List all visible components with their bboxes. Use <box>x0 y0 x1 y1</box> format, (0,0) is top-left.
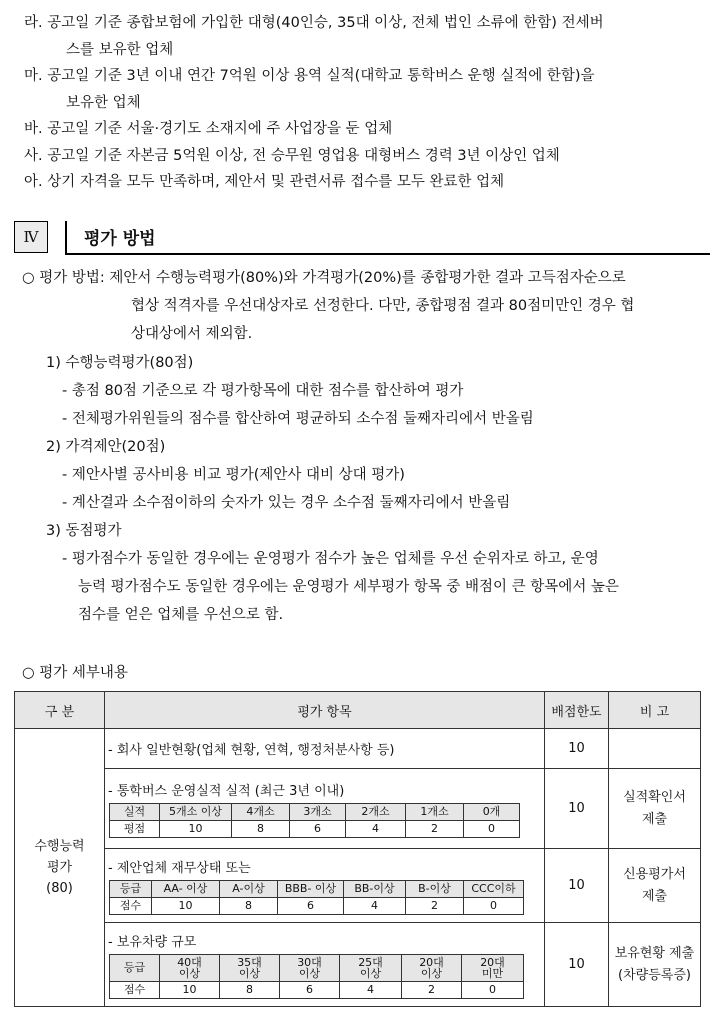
item-bullet: - 평가점수가 동일한 경우에는 운영평가 점수가 높은 업체를 우선 순위자로 하고, 운영 <box>62 551 599 567</box>
sub-cell: 6 <box>290 820 346 837</box>
sub-row <box>110 981 524 998</box>
item-heading: 2) 가격제안(20점) <box>46 439 166 455</box>
sub-cell: 6 <box>280 981 340 998</box>
note-cell <box>609 923 701 1007</box>
detail-heading: ○ 평가 세부내용 <box>22 665 128 681</box>
item-bullet: - 전체평가위원들의 점수를 합산하여 평균하되 소수점 둘째자리에서 반올림 <box>62 411 534 427</box>
sub-table <box>109 803 520 838</box>
note-cell <box>609 729 701 769</box>
section-title: 평가 방법 <box>84 229 156 249</box>
item-bullet: - 제안사별 공사비용 비교 평가(제안사 대비 상대 평가) <box>62 467 405 483</box>
sub-cell: 8 <box>232 820 290 837</box>
table-row <box>15 769 701 849</box>
elig-marker: 아. <box>24 174 43 190</box>
elig-a <box>24 170 504 191</box>
item-heading: 1) 수행능력평가(80점) <box>46 355 194 371</box>
elig-ma <box>24 64 595 85</box>
item-title: - 보유차량 규모 <box>108 934 197 950</box>
method-line-1 <box>22 266 626 287</box>
item-heading: 3) 동점평가 <box>46 523 122 539</box>
sub-cell: 8 <box>220 897 278 914</box>
sub-cell: 0개 <box>464 803 520 820</box>
category-line: 평가 <box>46 860 73 875</box>
elig-marker: 바. <box>24 121 43 137</box>
sub-cell: BBB- 이상 <box>278 880 344 897</box>
sub-cell: 25대 이상 <box>340 954 402 981</box>
item-title: - 제안업체 재무상태 또는 <box>108 860 251 876</box>
sub-cell: 3개소 <box>290 803 346 820</box>
section-divider <box>65 221 67 253</box>
item-cell <box>105 849 545 923</box>
item-bullet-cont: 능력 평가점수도 동일한 경우에는 운영평가 세부평가 항목 중 배점이 큰 항목에서 높은 <box>78 579 619 595</box>
sub-row <box>110 820 520 837</box>
elig-ba <box>24 117 392 138</box>
sub-cell: 실적 <box>110 803 160 820</box>
sub-table <box>109 880 524 915</box>
sub-cell: 40대 이상 <box>160 954 220 981</box>
item-cell <box>105 729 545 769</box>
score-cell: 10 <box>545 849 609 923</box>
category-cell <box>15 729 105 1007</box>
sub-header-row <box>110 803 520 820</box>
sub-cell: CCC이하 <box>464 880 524 897</box>
evaluation-table <box>14 691 701 1007</box>
elig-marker: 라. <box>24 15 43 31</box>
score-cell: 10 <box>545 923 609 1007</box>
elig-text: 공고일 기준 3년 이내 연간 7억원 이상 용역 실적(대학교 통학버스 운행 실적에 한함)을 <box>47 68 595 84</box>
sub-cell: 1개소 <box>406 803 464 820</box>
item-bullet-cont: 점수를 얻은 업체를 우선으로 함. <box>78 607 284 623</box>
sub-cell: 30대 이상 <box>280 954 340 981</box>
method-label: 평가 방법: <box>39 270 105 286</box>
sub-cell: 4개소 <box>232 803 290 820</box>
note-line: 제출 <box>641 811 668 827</box>
sub-cell: A-이상 <box>220 880 278 897</box>
note-cell <box>609 769 701 849</box>
elig-text: 상기 자격을 모두 만족하며, 제안서 및 관련서류 접수를 모두 완료한 업체 <box>47 174 505 190</box>
sub-row <box>110 897 524 914</box>
sub-cell: 점수 <box>110 981 160 998</box>
sub-cell: 4 <box>344 897 406 914</box>
sub-cell: BB-이상 <box>344 880 406 897</box>
item-title: - 통학버스 운영실적 실적 (최근 3년 이내) <box>108 783 345 799</box>
sub-cell: 등급 <box>110 954 160 981</box>
section-underline <box>65 253 710 255</box>
section-header <box>14 221 710 257</box>
score-cell: 10 <box>545 769 609 849</box>
sub-header-row <box>110 880 524 897</box>
table-row <box>15 849 701 923</box>
sub-cell: 2 <box>406 897 464 914</box>
sub-cell: 10 <box>160 981 220 998</box>
header-item: 평가 항목 <box>105 692 545 729</box>
header-category: 구 분 <box>15 692 105 729</box>
category-line: 수행능력 <box>34 839 85 854</box>
sub-cell: 8 <box>220 981 280 998</box>
sub-cell: 평점 <box>110 820 160 837</box>
elig-marker: 마. <box>24 68 43 84</box>
elig-la <box>24 11 604 32</box>
sub-cell: 0 <box>464 897 524 914</box>
sub-cell: 2 <box>406 820 464 837</box>
note-line: 제출 <box>641 888 668 904</box>
method-line-3: 상대상에서 제외함. <box>131 326 253 342</box>
sub-cell: 35대 이상 <box>220 954 280 981</box>
sub-cell: 등급 <box>110 880 152 897</box>
item-cell <box>105 769 545 849</box>
table-header-row <box>15 692 701 729</box>
sub-table <box>109 954 524 999</box>
header-note: 비 고 <box>609 692 701 729</box>
sub-header-row <box>110 954 524 981</box>
sub-cell: 20대 이상 <box>402 954 462 981</box>
sub-cell: 6 <box>278 897 344 914</box>
table-row <box>15 729 701 769</box>
item-cell <box>105 923 545 1007</box>
sub-cell: 20대 미만 <box>462 954 524 981</box>
sub-cell: 0 <box>462 981 524 998</box>
sub-cell: 4 <box>346 820 406 837</box>
sub-cell: AA- 이상 <box>152 880 220 897</box>
sub-cell: B-이상 <box>406 880 464 897</box>
sub-cell: 0 <box>464 820 520 837</box>
sub-cell: 2개소 <box>346 803 406 820</box>
note-line: (차량등록증) <box>618 967 691 983</box>
elig-ma-cont: 보유한 업체 <box>66 95 141 111</box>
elig-text: 공고일 기준 자본금 5억원 이상, 전 승무원 영업용 대형버스 경력 3년 이상인 업체 <box>47 148 560 164</box>
sub-cell: 2 <box>402 981 462 998</box>
note-line: 신용평가서 <box>623 866 686 882</box>
section-number: Ⅳ <box>14 221 48 253</box>
elig-marker: 사. <box>24 148 43 164</box>
elig-la-cont: 스를 보유한 업체 <box>66 42 174 58</box>
bullet-circle: ○ <box>22 270 35 286</box>
method-text: 제안서 수행능력평가(80%)와 가격평가(20%)를 종합평가한 결과 고득점자순으로 <box>109 270 626 286</box>
note-line: 실적확인서 <box>623 789 686 805</box>
sub-cell: 10 <box>152 897 220 914</box>
elig-text: 공고일 기준 서울·경기도 소재지에 주 사업장을 둔 업체 <box>47 121 393 137</box>
elig-text: 공고일 기준 종합보험에 가입한 대형(40인승, 35대 이상, 전체 법인 소류에 한함) 전세버 <box>47 15 604 31</box>
header-score: 배점한도 <box>545 692 609 729</box>
table-row <box>15 923 701 1007</box>
category-line: (80) <box>46 881 73 896</box>
sub-cell: 점수 <box>110 897 152 914</box>
sub-cell: 4 <box>340 981 402 998</box>
score-cell: 10 <box>545 729 609 769</box>
item-bullet: - 계산결과 소수점이하의 숫자가 있는 경우 소수점 둘째자리에서 반올림 <box>62 495 511 511</box>
item-bullet: - 총점 80점 기준으로 각 평가항목에 대한 점수를 합산하여 평가 <box>62 383 464 399</box>
item-title: - 회사 일반현황(업체 현황, 연혁, 행정처분사항 등) <box>108 743 395 758</box>
method-line-2: 협상 적격자를 우선대상자로 선정한다. 다만, 종합평점 결과 80점미만인 경우 협 <box>131 298 635 314</box>
note-line: 보유현황 제출 <box>614 945 695 961</box>
sub-cell: 5개소 이상 <box>160 803 232 820</box>
elig-sa <box>24 144 560 165</box>
sub-cell: 10 <box>160 820 232 837</box>
note-cell <box>609 849 701 923</box>
